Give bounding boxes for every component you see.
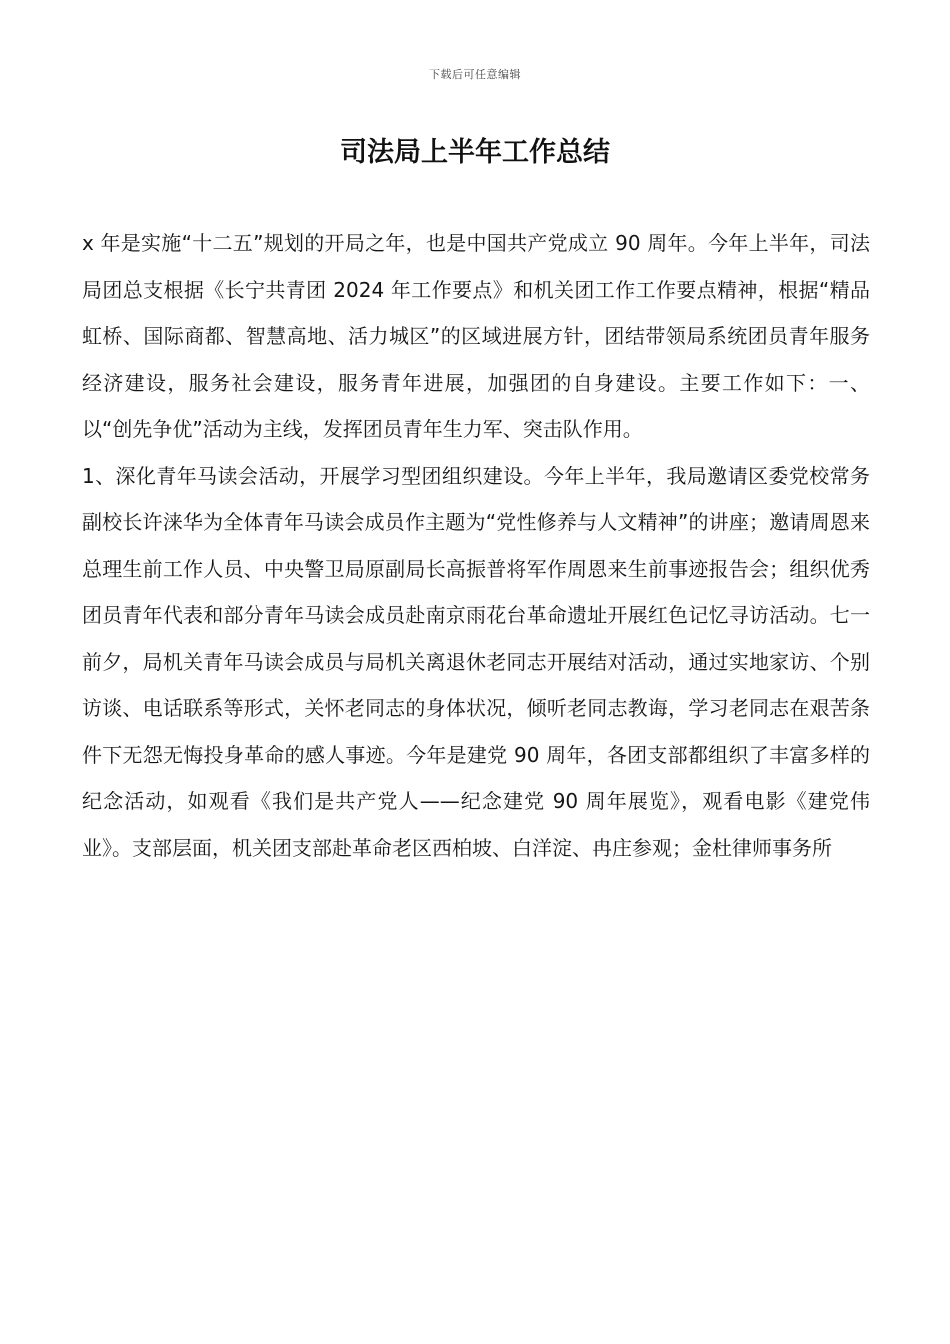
- document-title: 司法局上半年工作总结: [340, 137, 610, 168]
- document-body: [82, 220, 870, 871]
- body-paragraph: 1、深化青年马读会活动，开展学习型团组织建设。今年上半年，我局邀请区委党校常务副校长许涞华为全体青年马读会成员作主题为“党性修养与人文精神”的讲座；邀请周恩来总理生前工作人员、中央警卫局原副局长高振普将军作周恩来生前事迹报告会；组织优秀团员青年代表和部分青年马读会成员赴南京雨花台革命遗址开展红色记忆寻访活动。七一前夕，局机关青年马读会成员与局机关离退休老同志开展结对活动，通过实地家访、个别访谈、电话联系等形式，关怀老同志的身体状况，倾听老同志教诲，学习老同志在艰苦条件下无怨无悔投身革命的感人事迹。今年是建党 90 周年，各团支部都组织了丰富多样的纪念活动，如观看《我们是共产党人——纪念建党 90 周年展览》，观看电影《建党伟业》。支部层面，机关团支部赴革命老区西柏坡、白洋淀、冉庄参观；金杜律师事务所: [82, 463, 870, 860]
- header-note: 下载后可任意编辑: [429, 68, 521, 81]
- body-paragraph: x 年是实施“十二五”规划的开局之年，也是中国共产党成立 90 周年。今年上半年，司法局团总支根据《长宁共青团 2024 年工作要点》和机关团工作工作要点精神，根据“精品虹桥、国际商都、智慧高地、活力城区”的区域进展方针，团结带领局系统团员青年服务经济建设，服务社会建设，服务青年进展，加强团的自身建设。主要工作如下：一、以“创先争优”活动为主线，发挥团员青年生力军、突击队作用。: [82, 231, 870, 441]
